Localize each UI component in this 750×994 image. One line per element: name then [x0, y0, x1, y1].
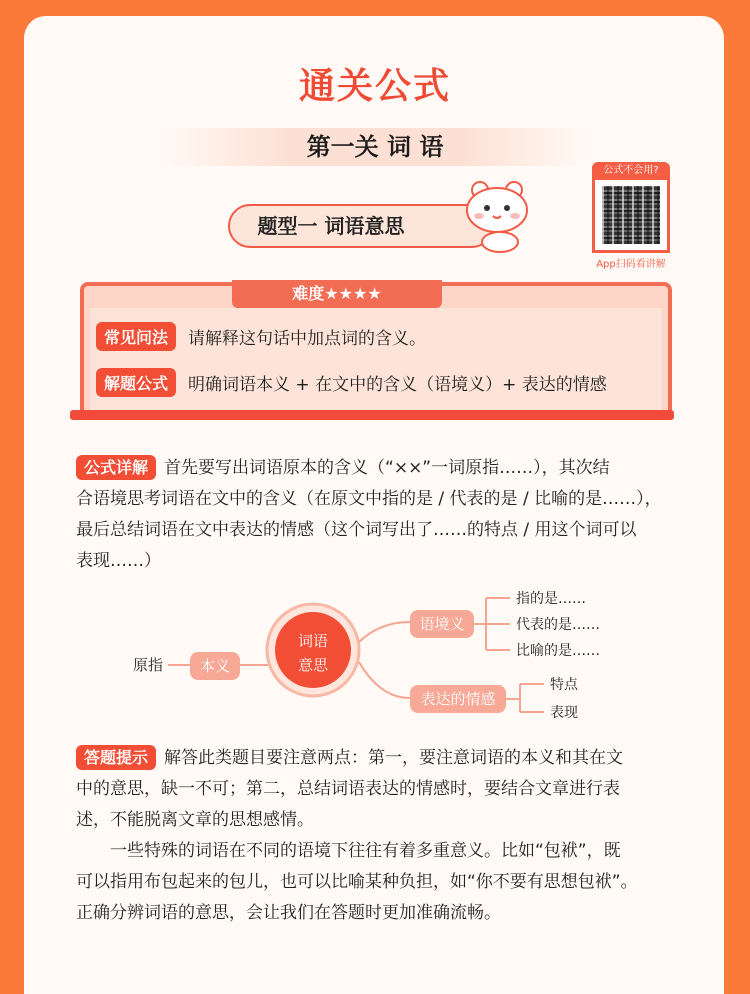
- qr-top-label: 公式不会用?: [592, 162, 670, 180]
- diagram-emo-item: 表现: [550, 705, 578, 721]
- explain-line: 合语境思考词语在文中的含义（在原文中指的是 / 代表的是 / 比喻的是……），: [76, 489, 662, 509]
- explain-paragraph: [76, 452, 676, 577]
- qr-bottom-label: App扫码看讲解: [596, 259, 666, 270]
- tips-line: 可以指用布包起来的包儿，也可以比喻某种负担，如“你不要有思想包袱”。: [76, 872, 638, 892]
- question-type-label: 题型一 词语意思: [257, 214, 405, 238]
- difficulty-badge: 难度★★★★: [232, 280, 442, 308]
- tips-line: 解答此类题目要注意两点：第一，要注意词语的本义和其在文: [164, 748, 624, 768]
- tips-line: 中的意思，缺一不可；第二，总结词语表达的情感时，要结合文章进行表: [76, 779, 620, 799]
- diagram-ctx-item: 比喻的是……: [516, 643, 600, 659]
- formula-row: [96, 368, 607, 397]
- explain-label: 公式详解: [76, 455, 156, 480]
- diagram-center-line1: 词语: [297, 632, 329, 650]
- common-question-row: [96, 322, 426, 351]
- formula-box-base: [70, 410, 674, 420]
- diagram-emo-item: 特点: [550, 677, 578, 693]
- diagram-center-line2: 意思: [297, 656, 329, 674]
- diagram-base: 本义: [199, 657, 231, 675]
- tips-paragraph: [76, 742, 676, 929]
- explain-line: 表现……）: [76, 551, 161, 571]
- qr-code-icon[interactable]: [602, 186, 660, 244]
- diagram-origin: 原指: [133, 656, 164, 674]
- diagram-emotion: 表达的情感: [420, 690, 496, 708]
- diagram-center-circle: [275, 612, 351, 688]
- formula-text: 明确词语本义 + 在文中的含义（语境义）+ 表达的情感: [188, 375, 607, 395]
- tips-label: 答题提示: [76, 745, 156, 770]
- section-subtitle: 第一关 词 语: [160, 128, 590, 166]
- word-meaning-diagram: [0, 580, 750, 730]
- diagram-ctx-item: 代表的是……: [516, 617, 600, 633]
- qr-frame: [592, 180, 670, 253]
- bear-mascot-icon: [460, 176, 534, 254]
- page-title: 通关公式: [298, 66, 451, 107]
- common-question-label: 常见问法: [96, 322, 176, 351]
- formula-label: 解题公式: [96, 368, 176, 397]
- tips-line: 一些特殊的词语在不同的语境下往往有着多重意义。比如“包袱”，既: [110, 841, 621, 861]
- explain-line: 首先要写出词语原本的含义（“××”一词原指……），其次结: [164, 458, 610, 478]
- tips-line: 正确分辨词语的意思，会让我们在答题时更加准确流畅。: [76, 903, 501, 923]
- diagram-ctx-item: 指的是……: [516, 591, 586, 607]
- common-question-text: 请解释这句话中加点词的含义。: [188, 329, 427, 349]
- explain-line: 最后总结词语在文中表达的情感（这个词写出了……的特点 / 用这个词可以: [76, 520, 637, 540]
- tips-line: 述，不能脱离文章的思想感情。: [76, 810, 314, 830]
- question-type-badge: [228, 204, 494, 248]
- qr-code-panel[interactable]: [592, 162, 670, 270]
- diagram-context: 语境义: [419, 615, 465, 633]
